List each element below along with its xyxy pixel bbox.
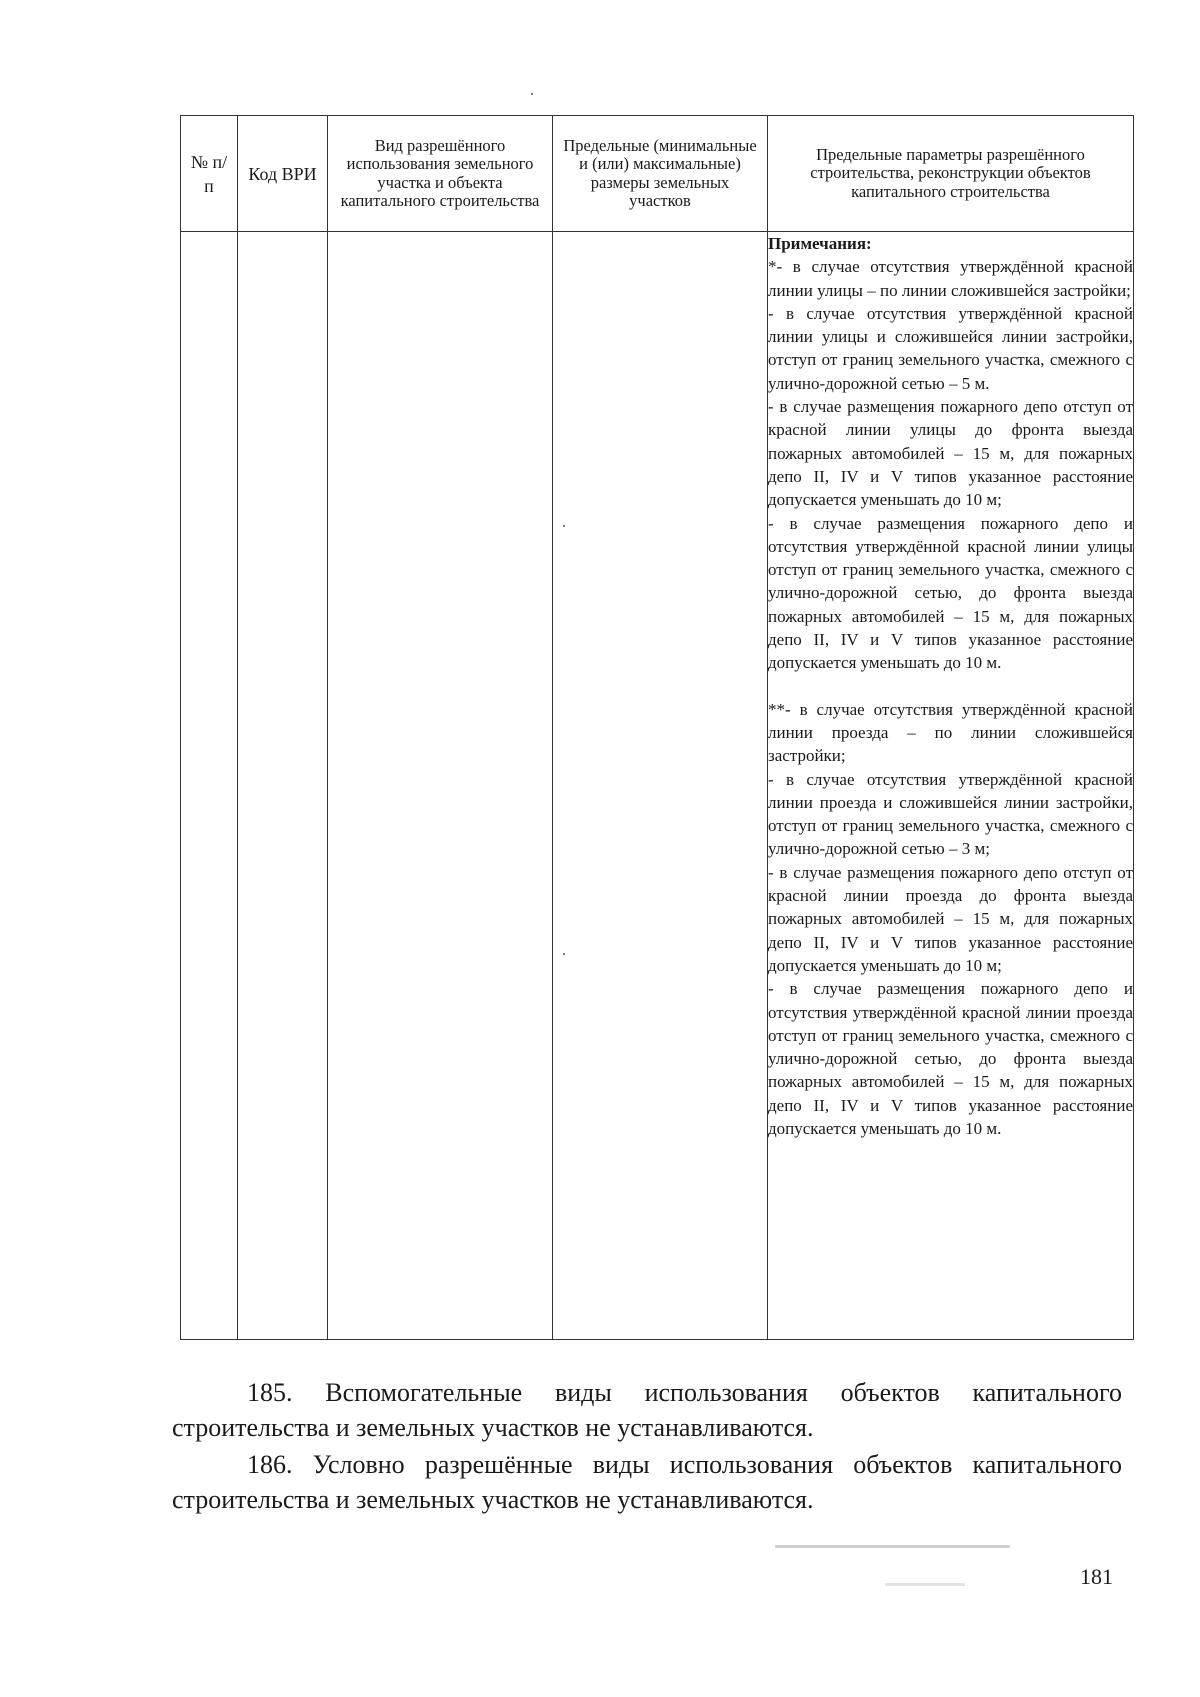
paragraph-186 (172, 1447, 1122, 1517)
paragraph-text: 185. Вспомогательные виды использования объектов капитального строительства и земельных участков не устанавливаются. (172, 1378, 1122, 1442)
cell-number (181, 232, 238, 1340)
scan-speck (531, 93, 533, 95)
table-row (181, 232, 1134, 1340)
note-item: - в случае отсутствия утверждённой красной линии улицы и сложившейся линии застройки, отступ от границ земельного участка, смежного с улично-дорожной сетью – 5 м. (768, 303, 1133, 393)
cell-use-type (328, 232, 553, 1340)
note-item: - в случае размещения пожарного депо и отсутствия утверждённой красной линии улицы отступ от границ земельного участка, смежного с улично-дорожной сетью, до фронта выезда пожарных автомобилей – 15 м, для пожарных депо II, IV и V типов указанное расстояние допускается уменьшать до 10 м. (768, 513, 1133, 673)
notes-gap (768, 675, 1133, 698)
cell-code (238, 232, 328, 1340)
paragraph-185 (172, 1375, 1122, 1445)
note-item: - в случае отсутствия утверждённой красной линии проезда и сложившейся линии застройки, отступ от границ земельного участка, смежного с улично-дорожной сетью – 3 м; (768, 769, 1133, 859)
header-use-type: Вид разрешённого использования земельного участка и объекта капитального строительства (328, 116, 553, 232)
note-item: - в случае размещения пожарного депо отступ от красной линии проезда до фронта выезда пожарных автомобилей – 15 м, для пожарных депо II, IV и V типов указанное расстояние допускается уменьшать до 10 м; (768, 862, 1133, 975)
zoning-parameters-table (180, 115, 1134, 1340)
table-header-row (181, 116, 1134, 232)
page-number: 181 (1080, 1564, 1113, 1589)
header-plot-size: Предельные (минимальные и (или) максимальные) размеры земельных участков (553, 116, 768, 232)
cell-notes (768, 232, 1134, 1340)
note-item: *- в случае отсутствия утверждённой красной линии улицы – по линии сложившейся застройки; (768, 257, 1133, 300)
scan-smudge (885, 1583, 965, 1586)
header-number: № п/п (181, 116, 238, 232)
header-construction-params: Предельные параметры разрешённого строительства, реконструкции объектов капитального строительства (768, 116, 1134, 232)
note-item: - в случае размещения пожарного депо отступ от красной линии улицы до фронта выезда пожарных автомобилей – 15 м, для пожарных депо II, IV и V типов указанное расстояние допускается уменьшать до 10 м; (768, 397, 1133, 510)
note-item: **- в случае отсутствия утверждённой красной линии проезда – по линии сложившейся застройки; (768, 699, 1133, 766)
cell-plot-size (553, 232, 768, 1340)
header-code: Код ВРИ (238, 116, 328, 232)
notes-title: Примечания: (768, 234, 872, 253)
note-item: - в случае размещения пожарного депо и отсутствия утверждённой красной линии проезда отступ от границ земельного участка, смежного с улично-дорожной сетью, до фронта выезда пожарных автомобилей – 15 м, для пожарных депо II, IV и V типов указанное расстояние допускается уменьшать до 10 м. (768, 979, 1133, 1138)
scan-smudge (775, 1545, 1010, 1548)
paragraph-text: 186. Условно разрешённые виды использования объектов капитального строительства и земельных участков не устанавливаются. (172, 1450, 1122, 1514)
